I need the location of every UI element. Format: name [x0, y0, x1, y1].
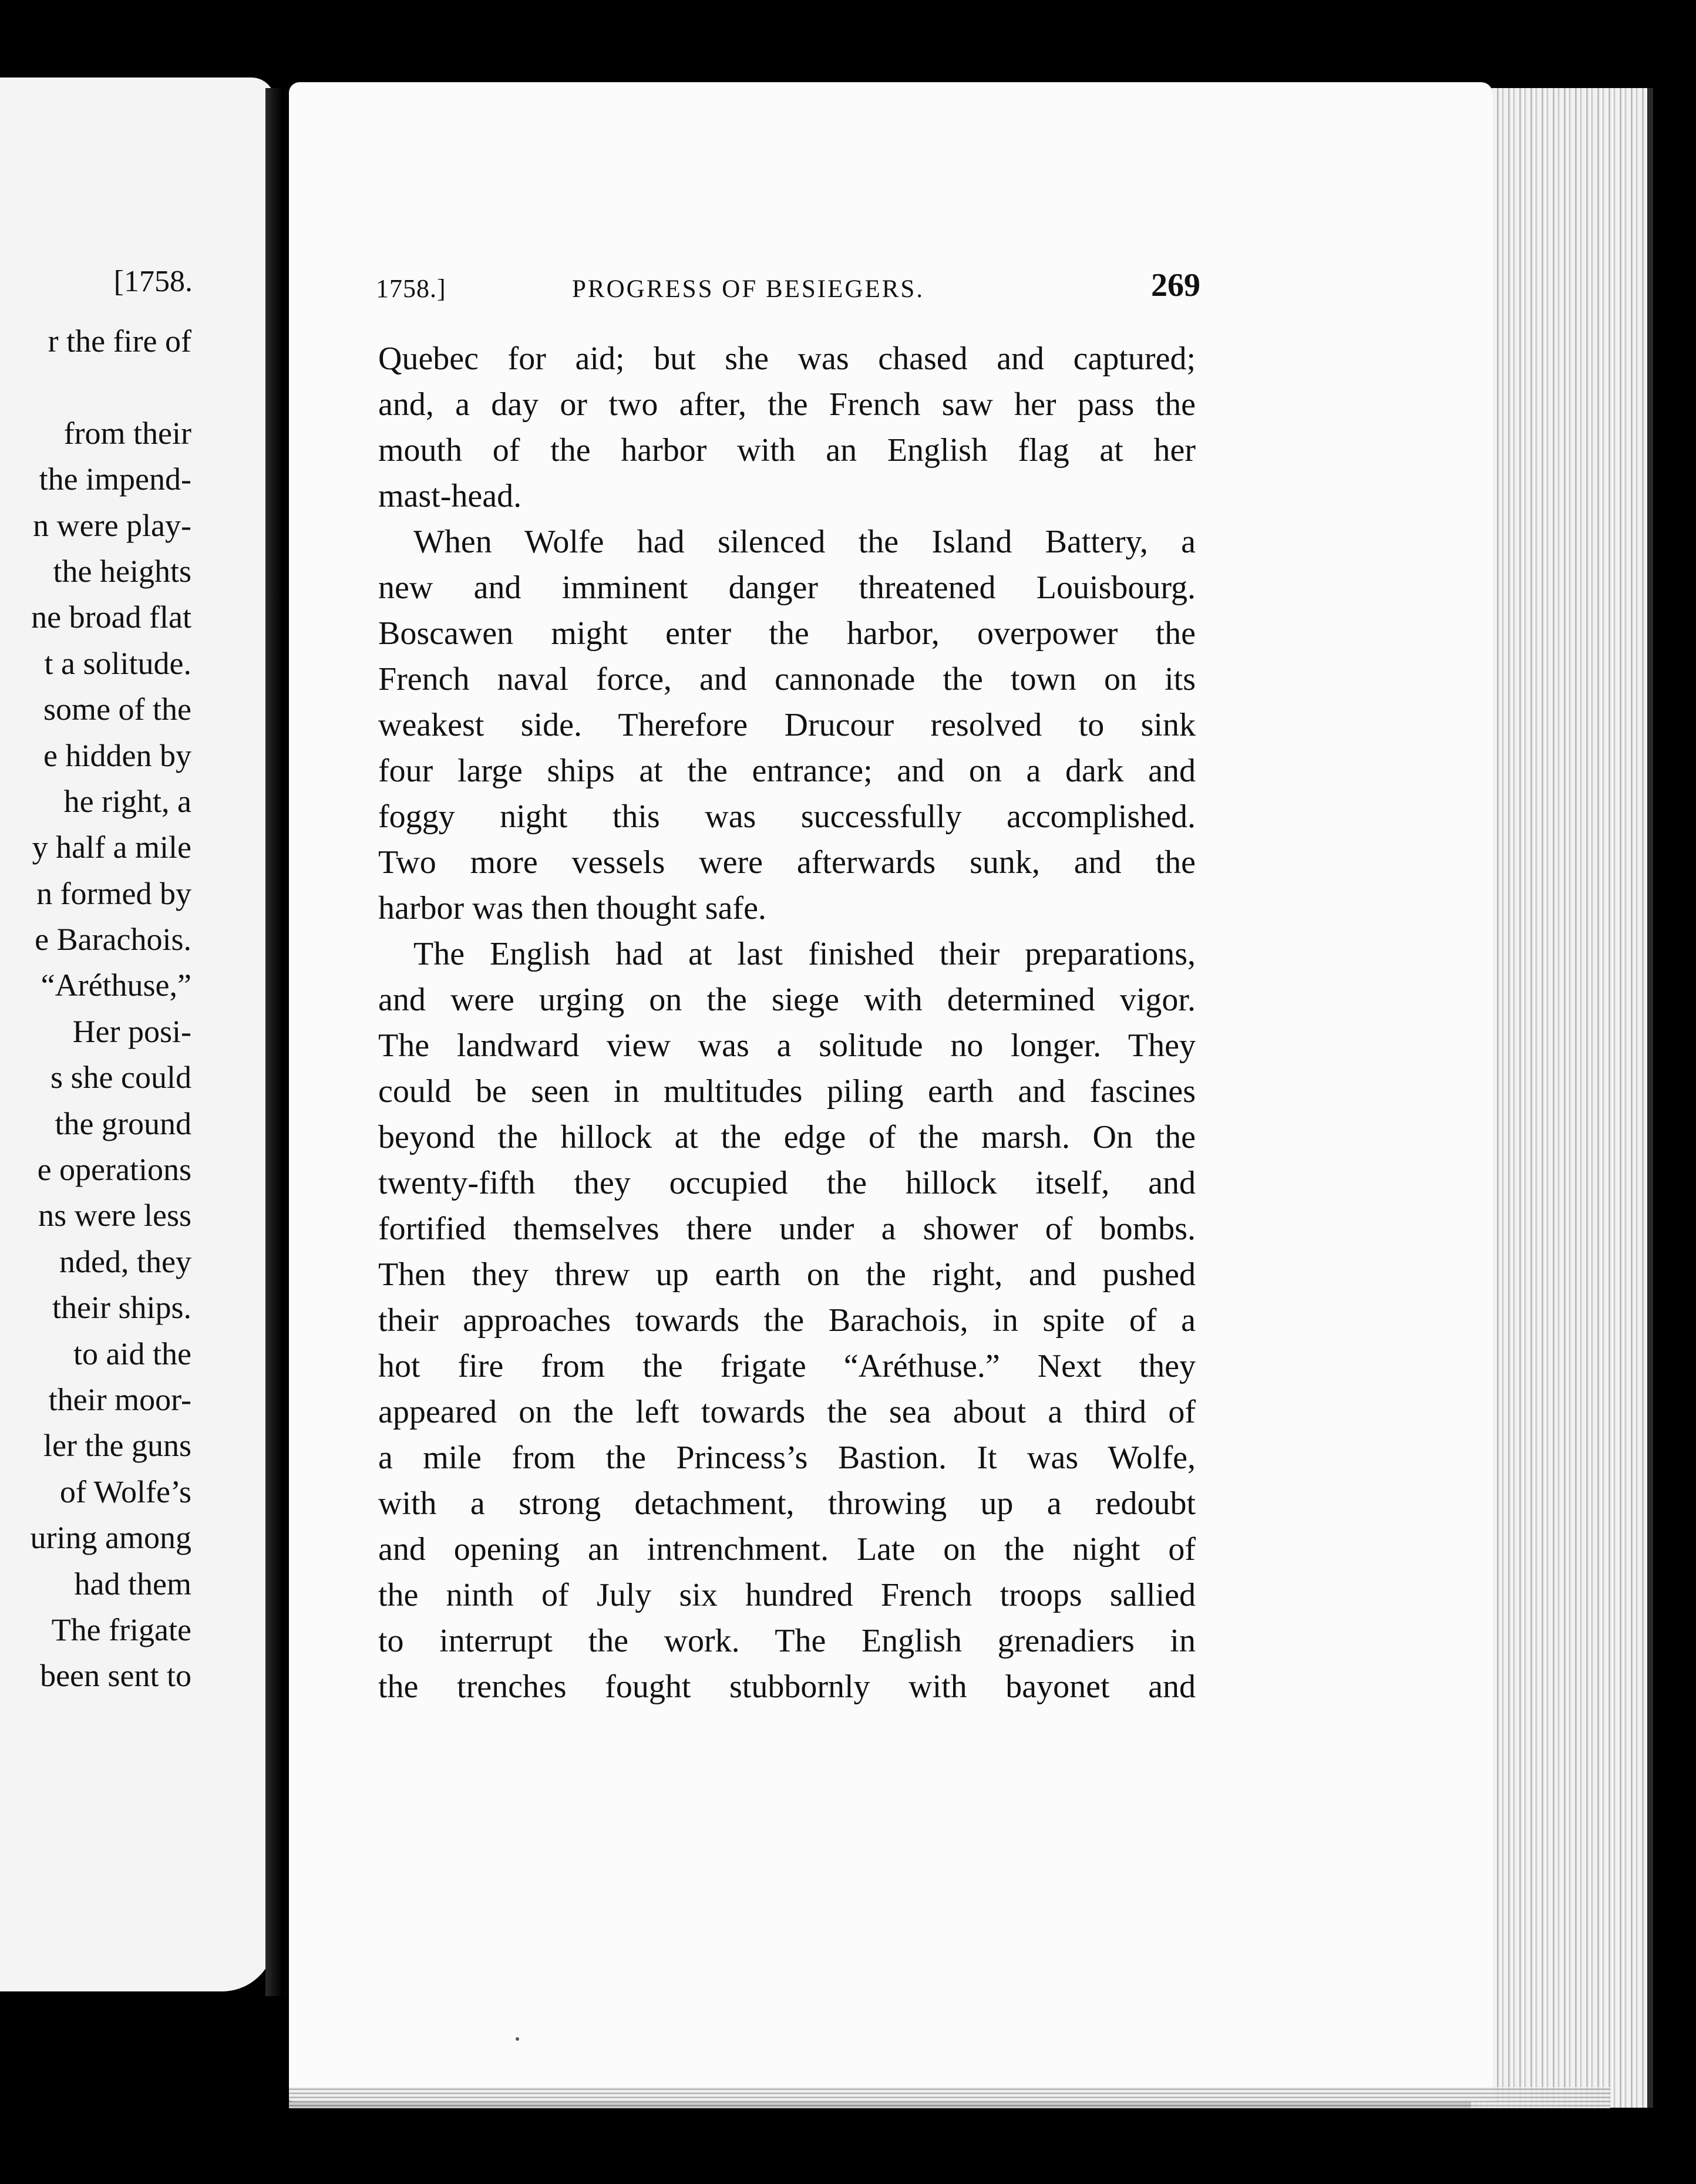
text-line: hot fire from the frigate “Aréthuse.” Next they [378, 1348, 1196, 1384]
text-line: Boscawen might enter the harbor, overpower the [378, 615, 1196, 652]
left-page-line: e hidden by [43, 737, 191, 773]
text-line: and were urging on the siege with determined vigor. [378, 982, 1196, 1018]
left-page-line: “Aréthuse,” [41, 968, 191, 1003]
text-line: The English had at last finished their preparations, [413, 936, 1196, 972]
left-page-line: ne broad flat [31, 599, 191, 635]
text-line: Quebec for aid; but she was chased and captured; [378, 341, 1196, 377]
left-page-line: t a solitude. [44, 645, 191, 681]
body-text [378, 336, 1196, 1710]
left-page [0, 77, 275, 1991]
left-page-line: the impend- [39, 461, 191, 497]
text-line: with a strong detachment, throwing up a redoubt [378, 1485, 1196, 1522]
running-head-year: 1758.] [376, 274, 446, 303]
text-line: four large ships at the entrance; and on a dark and [378, 753, 1196, 789]
left-page-line: the heights [53, 553, 191, 589]
text-line: The landward view was a solitude no longer. They [378, 1027, 1196, 1064]
page-bottom-edge [289, 2087, 1610, 2108]
left-page-line: s she could [51, 1060, 191, 1096]
text-line: French naval force, and cannonade the town on its [378, 661, 1196, 697]
left-page-line: nded, they [59, 1243, 191, 1279]
left-page-line: of Wolfe’s [59, 1474, 191, 1509]
text-line: harbor was then thought safe. [378, 890, 766, 926]
left-page-line: ler the guns [43, 1428, 191, 1464]
left-page-line: r the fire of [48, 323, 191, 359]
text-line: a mile from the Princess’s Bastion. It was Wolfe, [378, 1440, 1196, 1476]
text-line: could be seen in multitudes piling earth and fascines [378, 1073, 1196, 1110]
text-line: twenty-fifth they occupied the hillock itself, and [378, 1165, 1196, 1201]
left-page-text [0, 318, 191, 1699]
text-line: mouth of the harbor with an English flag at her [378, 432, 1196, 469]
text-line: appeared on the left towards the sea about a third of [378, 1394, 1196, 1430]
text-line: Two more vessels were afterwards sunk, and the [378, 844, 1196, 881]
running-head-title: PROGRESS OF BESIEGERS. [572, 275, 925, 303]
left-page-line: y half a mile [32, 830, 191, 865]
left-page-line: uring among [30, 1520, 191, 1556]
text-line: weakest side. Therefore Drucour resolved to sink [378, 707, 1196, 743]
text-line: mast-head. [378, 478, 522, 514]
text-line: and opening an intrenchment. Late on the night of [378, 1531, 1196, 1568]
text-line: fortified themselves there under a shower of bombs. [378, 1211, 1196, 1247]
left-page-line: n formed by [36, 875, 191, 911]
text-line: the trenches fought stubbornly with bayonet and [378, 1669, 1196, 1705]
left-page-line [0, 364, 191, 410]
text-line: and, a day or two after, the French saw her pass the [378, 386, 1196, 423]
running-head [376, 269, 1198, 310]
left-page-line: had them [74, 1566, 191, 1602]
left-page-line: some of the [43, 692, 191, 727]
left-page-line: The frigate [51, 1612, 191, 1647]
text-line: their approaches towards the Barachois, in spite of a [378, 1302, 1196, 1339]
left-page-line: been sent to [40, 1658, 191, 1694]
left-page-line: Her posi- [72, 1013, 191, 1049]
page-speck [516, 2037, 519, 2041]
left-page-header: [1758. [113, 265, 193, 298]
page-number: 269 [1151, 267, 1200, 304]
text-line: new and imminent danger threatened Louisbourg. [378, 569, 1196, 606]
text-line: Then they threw up earth on the right, and pushed [378, 1256, 1196, 1293]
left-page-line: their moor- [48, 1381, 191, 1417]
left-page-line: ns were less [38, 1198, 191, 1233]
text-line: When Wolfe had silenced the Island Battery, a [413, 524, 1196, 560]
text-line: beyond the hillock at the edge of the marsh. On the [378, 1119, 1196, 1155]
text-line: to interrupt the work. The English grenadiers in [378, 1623, 1196, 1659]
page-edges [1471, 88, 1653, 2108]
left-page-line: to aid the [73, 1336, 191, 1371]
left-page-line: their ships. [52, 1290, 191, 1326]
left-page-line: e Barachois. [35, 922, 191, 958]
left-page-line: he right, a [63, 783, 191, 819]
text-line: foggy night this was successfully accomplished. [378, 798, 1196, 835]
left-page-line: e operations [37, 1152, 191, 1188]
left-page-line: from their [63, 415, 191, 451]
left-page-line: n were play- [33, 507, 191, 543]
text-line: the ninth of July six hundred French troops sallied [378, 1577, 1196, 1613]
left-page-line: the ground [55, 1106, 191, 1141]
